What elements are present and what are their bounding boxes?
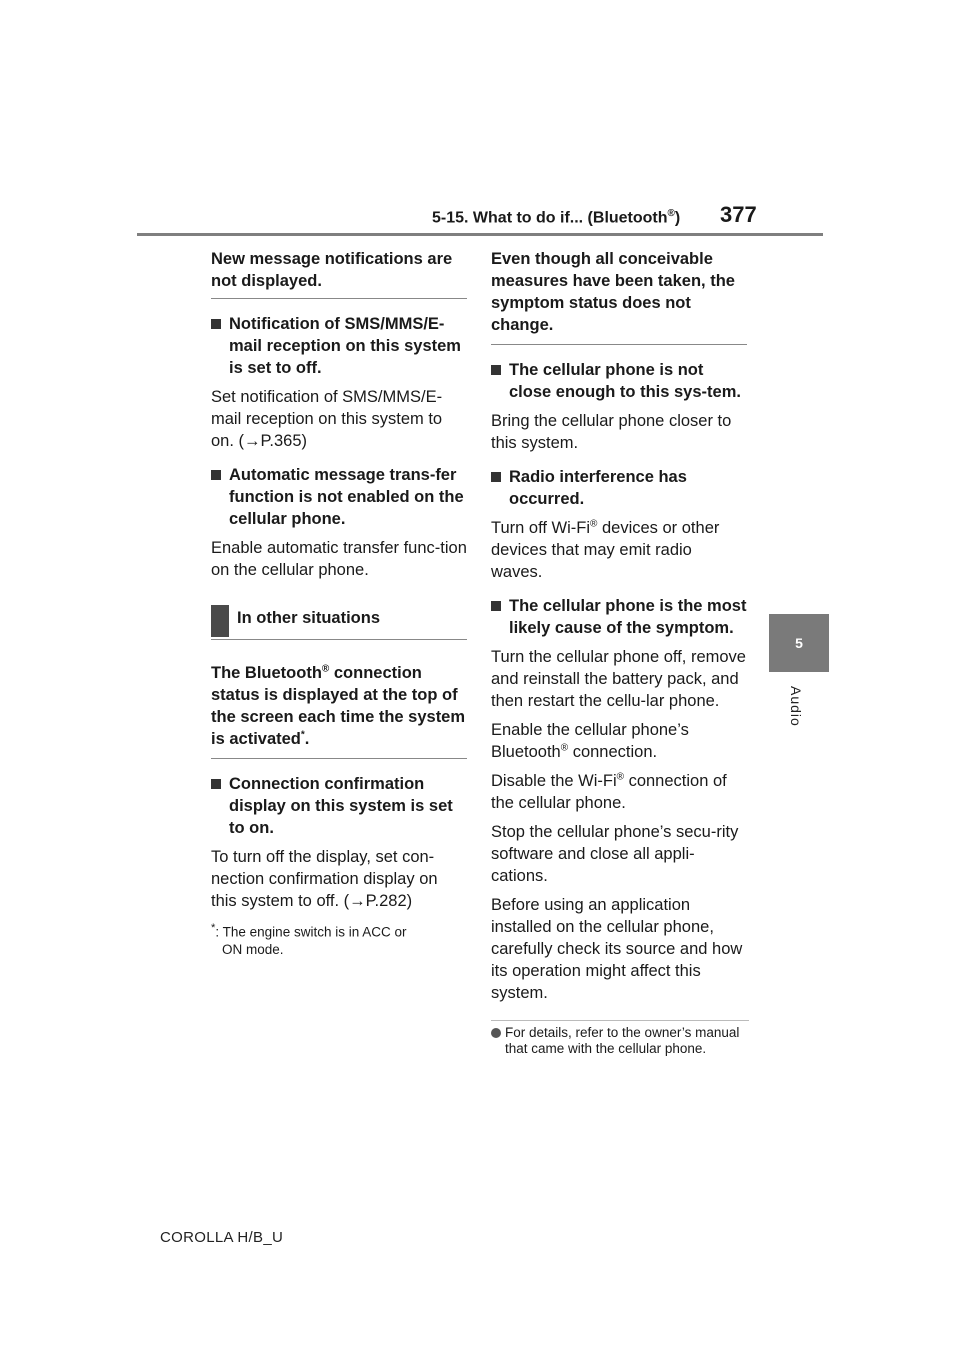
section-bar-icon [211, 605, 229, 637]
box-title-new-message: New message notifications are not displayed. [211, 248, 467, 299]
paragraph: Bring the cellular phone closer to this system. [491, 412, 732, 452]
note: For details, refer to the owner’s manual that came with the cellular phone. [491, 1025, 747, 1057]
section-title: 5-15. What to do if... (Bluetooth®) [432, 208, 681, 227]
right-column [491, 248, 747, 1057]
box-title-connection-status: The Bluetooth® connection status is displayed at the top of the screen each time the system is activated*. [211, 662, 467, 759]
square-bullet-icon [211, 319, 221, 329]
square-bullet-icon [211, 779, 221, 789]
note-divider [491, 1020, 749, 1021]
footer-model: COROLLA H/B_U [160, 1229, 284, 1246]
square-bullet-icon [491, 472, 501, 482]
box-title-symptom-persists: Even though all conceivable measures have been taken, the symptom status does not change. [491, 248, 747, 345]
square-bullet-icon [211, 470, 221, 480]
section-header-other-situations: In other situations [211, 605, 467, 640]
heading-auto-transfer: Automatic message trans-fer function is not enabled on the cellular phone. [211, 464, 467, 530]
circle-bullet-icon [491, 1028, 501, 1038]
square-bullet-icon [491, 365, 501, 375]
paragraph: Turn the cellular phone off, remove and reinstall the battery pack, and then restart the cellu-lar phone. [491, 648, 746, 710]
footnote: *: The engine switch is in ACC or ON mode. [211, 922, 407, 957]
paragraph: Before using an application installed on the cellular phone, carefully check its source and how its operation might affect this system. [491, 896, 743, 1002]
heading-notification-off: Notification of SMS/MMS/E-mail reception on this system is set to off. [211, 313, 467, 379]
heading-radio-interference: Radio interference has occurred. [491, 466, 747, 510]
paragraph: Enable automatic transfer func-tion on the cellular phone. [211, 539, 467, 579]
paragraph: Turn off Wi-Fi® devices or other devices that may emit radio waves. [491, 518, 720, 581]
paragraph: Set notification of SMS/MMS/E-mail reception on this system to on. (→P.365) [211, 388, 443, 450]
heading-not-close-enough: The cellular phone is not close enough to this sys-tem. [491, 359, 747, 403]
paragraph: Enable the cellular phone’s Bluetooth® connection. [491, 721, 689, 761]
paragraph: Disable the Wi-Fi® connection of the cellular phone. [491, 771, 727, 812]
chapter-tab: 5 [769, 614, 829, 672]
square-bullet-icon [491, 601, 501, 611]
chapter-label: Audio [788, 686, 804, 727]
heading-phone-cause: The cellular phone is the most likely cause of the symptom. [491, 595, 747, 639]
header-rule [137, 233, 823, 236]
paragraph: Stop the cellular phone’s secu-rity software and close all appli-cations. [491, 823, 739, 885]
left-column [211, 248, 467, 958]
heading-connection-confirmation: Connection confirmation display on this system is set to on. [211, 773, 467, 839]
paragraph: To turn off the display, set con-nection confirmation display on this system to off. (→P.282) [211, 848, 438, 910]
page-number: 377 [720, 202, 757, 227]
